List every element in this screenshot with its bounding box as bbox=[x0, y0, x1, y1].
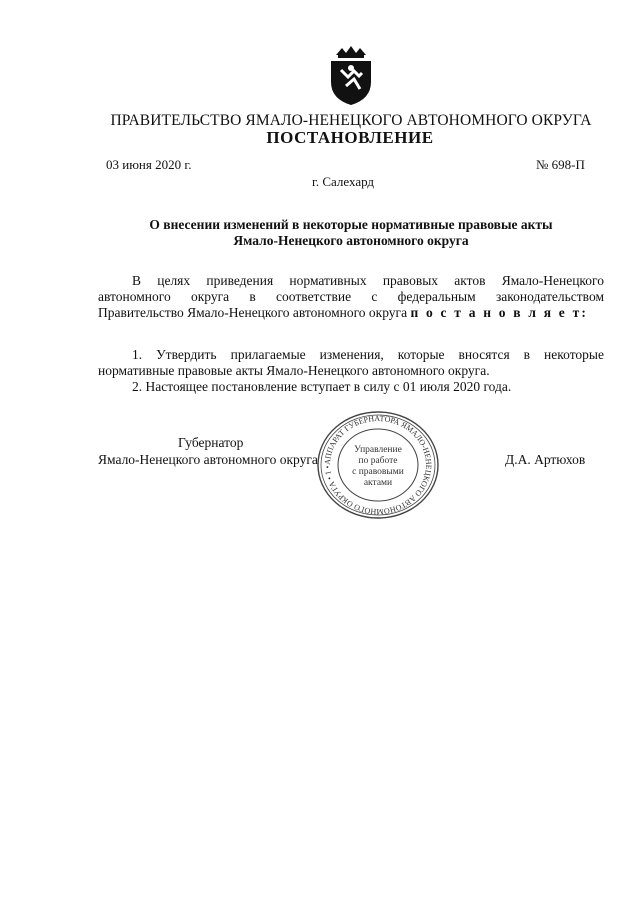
item-line: нормативные правовые акты Ямало-Ненецкого автономного округа. bbox=[98, 363, 490, 378]
seal-line: Управление bbox=[354, 445, 402, 455]
seal-ring-text: АППАРАТ ГУБЕРНАТОРА ЯМАЛО-НЕНЕЦКОГО АВТОНОМНОГО ОКРУГА • 1 • bbox=[322, 413, 434, 517]
signatory-region: Ямало-Ненецкого автономного округа bbox=[98, 452, 318, 467]
seal-line: с правовыми bbox=[352, 467, 404, 477]
official-stamp bbox=[316, 410, 440, 520]
preamble-paragraph bbox=[98, 273, 604, 321]
document-number: № 698-П bbox=[536, 157, 585, 172]
item-line: 2. Настоящее постановление вступает в силу с 01 июля 2020 года. bbox=[132, 379, 512, 394]
document-date: 03 июня 2020 г. bbox=[106, 157, 192, 172]
seal-center-text bbox=[316, 445, 440, 489]
document-type: ПОСТАНОВЛЕНИЕ bbox=[266, 128, 434, 147]
government-name: ПРАВИТЕЛЬСТВО ЯМАЛО-НЕНЕЦКОГО АВТОНОМНОГО ОКРУГА bbox=[110, 112, 592, 129]
seal-line: по работе bbox=[358, 456, 398, 466]
seal-line: актами bbox=[363, 478, 393, 488]
signatory-name: Д.А. Артюхов bbox=[505, 452, 586, 467]
signatory-title: Губернатор bbox=[178, 435, 244, 450]
document-city: г. Салехард bbox=[312, 174, 375, 189]
items-section bbox=[98, 347, 604, 395]
preamble-last-line bbox=[98, 305, 604, 321]
title-line: Ямало-Ненецкого автономного округа bbox=[233, 233, 469, 248]
preamble-line: автономного округа в соответствие с федеральным законодательством bbox=[98, 289, 604, 304]
title-line: О внесении изменений в некоторые нормативные правовые акты bbox=[149, 217, 553, 232]
preamble-verb: п о с т а н о в л я е т: bbox=[410, 305, 589, 320]
preamble-line: В целях приведения нормативных правовых актов Ямало-Ненецкого bbox=[132, 273, 604, 288]
document-title bbox=[110, 217, 592, 249]
coat-of-arms-icon bbox=[328, 44, 374, 106]
item-line: 1. Утвердить прилагаемые изменения, которые вносятся в некоторые bbox=[132, 347, 604, 362]
preamble-line: Правительство Ямало-Ненецкого автономного округа bbox=[98, 305, 408, 320]
